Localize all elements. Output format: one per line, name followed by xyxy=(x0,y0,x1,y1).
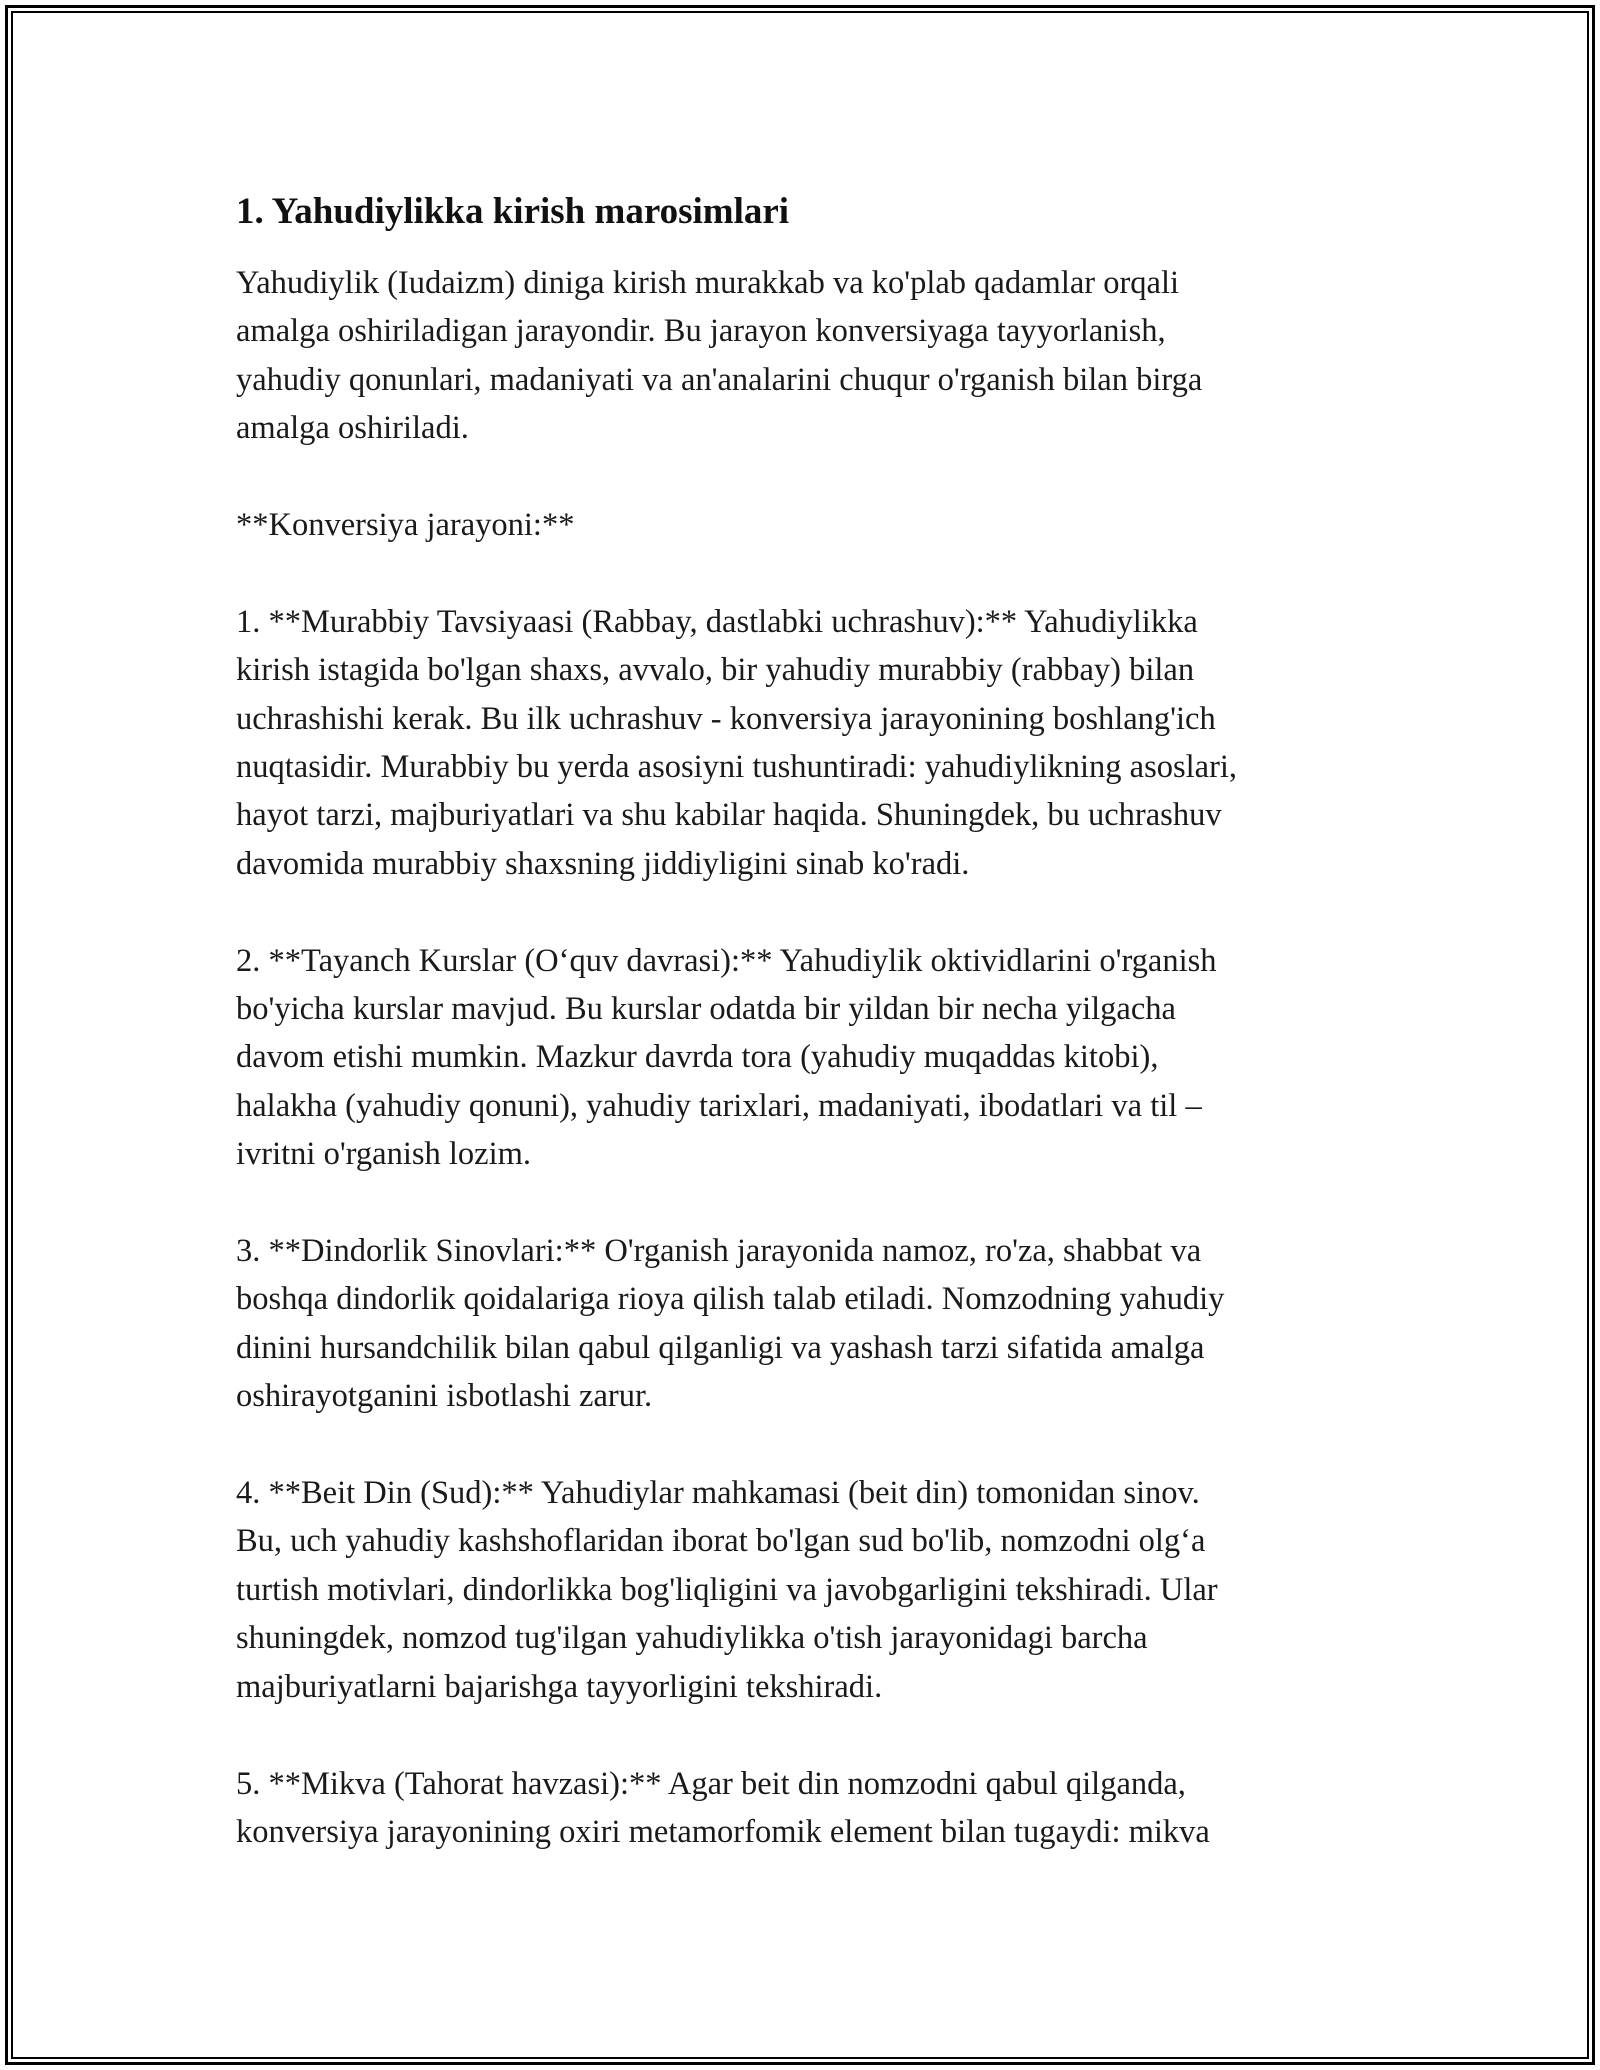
list-item-step-4: 4. **Beit Din (Sud):** Yahudiylar mahkamasi (beit din) tomonidan sinov. Bu, uch yahudiy kashshoflaridan iborat bo'lgan sud bo'lib, nomzodni olg‘a turtish motivlari, dindorlikka bog'liqligini va javobgarligini tekshiradi. Ular shuningdek, nomzod tug'ilgan yahudiylikka o'tish jarayonidagi barcha majburiyatlarni bajarishga tayyorligini tekshiradi. xyxy=(236,1475,1218,1705)
list-item-step-3: 3. **Dindorlik Sinovlari:** O'rganish jarayonida namoz, ro'za, shabbat va boshqa dindorlik qoidalariga rioya qilish talab etiladi. Nomzodning yahudiy dinini hursandchilik bilan qabul qilganligi va yashash tarzi sifatida amalga oshirayotganini isbotlashi zarur. xyxy=(236,1233,1225,1415)
section-heading-conversion-process: **Konversiya jarayoni:** xyxy=(236,507,575,544)
document-body xyxy=(236,188,1376,1905)
list-item-step-2: 2. **Tayanch Kurslar (O‘quv davrasi):** Yahudiylik oktividlarini o'rganish bo'yicha kurslar mavjud. Bu kurslar odatda bir yildan bir necha yilgacha davom etishi mumkin. Mazkur davrda tora (yahudiy muqaddas kitobi), halakha (yahudiy qonuni), yahudiy tarixlari, madaniyati, ibodatlari va til – ivritni o'rganish lozim. xyxy=(236,942,1217,1173)
list-item-step-1: 1. **Murabbiy Tavsiyaasi (Rabbay, dastlabki uchrashuv):** Yahudiylikka kirish istagida bo'lgan shaxs, avvalo, bir yahudiy murabbiy (rabbay) bilan uchrashishi kerak. Bu ilk uchrashuv - konversiya jarayonining boshlang'ich nuqtasidir. Murabbiy bu yerda asosiyni tushuntiradi: yahudiylikning asoslari, hayot tarzi, majburiyatlari va shu kabilar haqida. Shuningdek, bu uchrashuv davomida murabbiy shaxsning jiddiyligini sinab ko'radi. xyxy=(236,603,1238,882)
list-item-step-5: 5. **Mikva (Tahorat havzasi):** Agar beit din nomzodni qabul qilganda, konversiya jarayonining oxiri metamorfomik element bilan tugaydi: mikva xyxy=(236,1765,1210,1850)
intro-paragraph: Yahudiylik (Iudaizm) diniga kirish murakkab va ko'plab qadamlar orqali amalga oshiriladigan jarayondir. Bu jarayon konversiyaga tayyorlanish, yahudiy qonunlari, madaniyati va an'analarini chuqur o'rganish bilan birga amalga oshiriladi. xyxy=(236,265,1203,447)
document-title: 1. Yahudiylikka kirish marosimlari xyxy=(236,191,790,232)
